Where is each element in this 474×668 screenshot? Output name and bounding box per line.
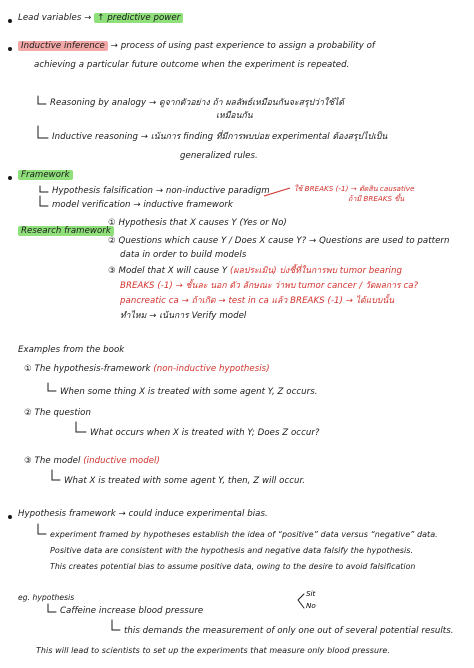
example-hypothesis-framework: ① The hypothesis-framework <box>24 364 151 374</box>
inductive-inference-highlight: Inductive inference <box>18 41 108 51</box>
bullet-dot <box>8 176 12 180</box>
research-framework-highlight: Research framework <box>18 226 114 236</box>
questions-continuation: data in order to build models <box>120 250 247 260</box>
example-model-body: What X is treated with some agent Y, then, Z will occur. <box>64 476 306 486</box>
example-model: ③ The model <box>24 456 81 466</box>
example-hypothesis-body: When some thing X is treated with some agent Y, Z occurs. <box>60 387 318 397</box>
arrow-stroke-demands <box>112 620 120 630</box>
bullet-dot <box>8 515 12 519</box>
red-note-line-2: BREAKS (-1) → ชั้นละ นอก ตัว ลักษณะ ว่าพบ tumor cancer / วัดผลการ ca? <box>120 281 419 291</box>
bias-heading: Hypothesis framework → could induce experimental bias. <box>18 509 268 519</box>
sit-label: Sit <box>306 589 316 598</box>
no-label: No <box>306 601 316 610</box>
generalized-rules: generalized rules. <box>180 151 258 161</box>
definition-continuation: achieving a particular future outcome when the experiment is repeated. <box>34 60 350 70</box>
inductive-inference-definition: → process of using past experience to assign a probability of <box>110 41 376 51</box>
eg-hypothesis-label: eg. hypothesis <box>18 593 75 602</box>
arrow-stroke-caffeine <box>48 604 56 612</box>
bias-line-1: experiment framed by hypotheses establish the idea of “positive” data versus “negative” data. <box>50 530 438 539</box>
bias-line-2: Positive data are consistent with the hypothesis and negative data falsify the hypothesis. <box>50 546 414 555</box>
caffeine-hypothesis: Caffeine increase blood pressure <box>60 606 204 616</box>
example-question-body: What occurs when X is treated with Y; Does Z occur? <box>90 428 320 438</box>
arrow-stroke-example1 <box>48 383 56 391</box>
bullet-dot <box>8 47 12 51</box>
model-verification: model verification → inductive framework <box>52 200 233 210</box>
red-note-line-3: pancreatic ca → ถ้าเกิด → test in ca แล้ว BREAKS (-1) → ได้แบบนั้น <box>120 296 395 306</box>
arrow-stroke-reasoning <box>38 96 46 104</box>
model-red-note: (ผลประเมิน) บ่งชี้ที่ในการพบ tumor bearing <box>230 266 402 276</box>
questions-item: ② Questions which cause Y / Does X cause Y? → Questions are used to pattern <box>108 236 450 246</box>
verify-model-note: ทำไหม → เน้นการ Verify model <box>120 311 247 321</box>
hypothesis-falsification: Hypothesis falsification → non-inductive paradigm <box>52 186 270 196</box>
arrow-stroke-hypothesis <box>40 186 48 192</box>
breaks-annotation-2: ถ้ามี BREAKS ขึ้น <box>348 194 405 203</box>
reasoning-by-analogy: Reasoning by analogy → ดูจากตัวอย่าง ถ้า ผลลัพธ์เหมือนกันจะสรุปว่าใช้ได้ <box>50 98 344 108</box>
arrow-stroke-model <box>40 196 48 206</box>
example-hypothesis-note: (non-inductive hypothesis) <box>153 364 270 374</box>
brace-sit-no <box>298 594 304 608</box>
arrow-stroke-inductive <box>38 126 48 138</box>
example-model-note: (inductive model) <box>83 456 160 466</box>
hypothesis-item: ① Hypothesis that X causes Y (Yes or No) <box>108 218 287 228</box>
arrow-stroke-example3 <box>52 470 60 480</box>
model-item: ③ Model that X will cause Y <box>108 266 228 276</box>
demands-measurement: this demands the measurement of only one out of several potential results. <box>124 626 454 636</box>
bias-line-3: This creates potential bias to assume positive data, owing to the desire to avoid falsification <box>50 562 416 571</box>
predictive-power-highlight: ↑ predictive power <box>94 13 183 23</box>
conclusion-line: This will lead to scientists to set up the experiments that measure only blood pressure. <box>36 646 390 655</box>
examples-heading: Examples from the book <box>18 345 125 355</box>
bullet-dot <box>8 19 12 23</box>
analogy-continuation: เหมือนกัน <box>216 111 253 121</box>
inductive-reasoning: Inductive reasoning → เน้นการ finding ที่มีการพบบ่อย experimental ต้องสรุปไปเป็น <box>52 132 388 142</box>
example-question: ② The question <box>24 408 91 418</box>
arrow-stroke-example2 <box>76 422 86 432</box>
framework-highlight: Framework <box>18 170 73 180</box>
breaks-annotation: ใช้ BREAKS (-1) → ตัดสิน causative <box>294 184 415 193</box>
lead-variables-text: Lead variables → <box>18 13 92 23</box>
arrow-stroke-bias <box>38 524 46 534</box>
